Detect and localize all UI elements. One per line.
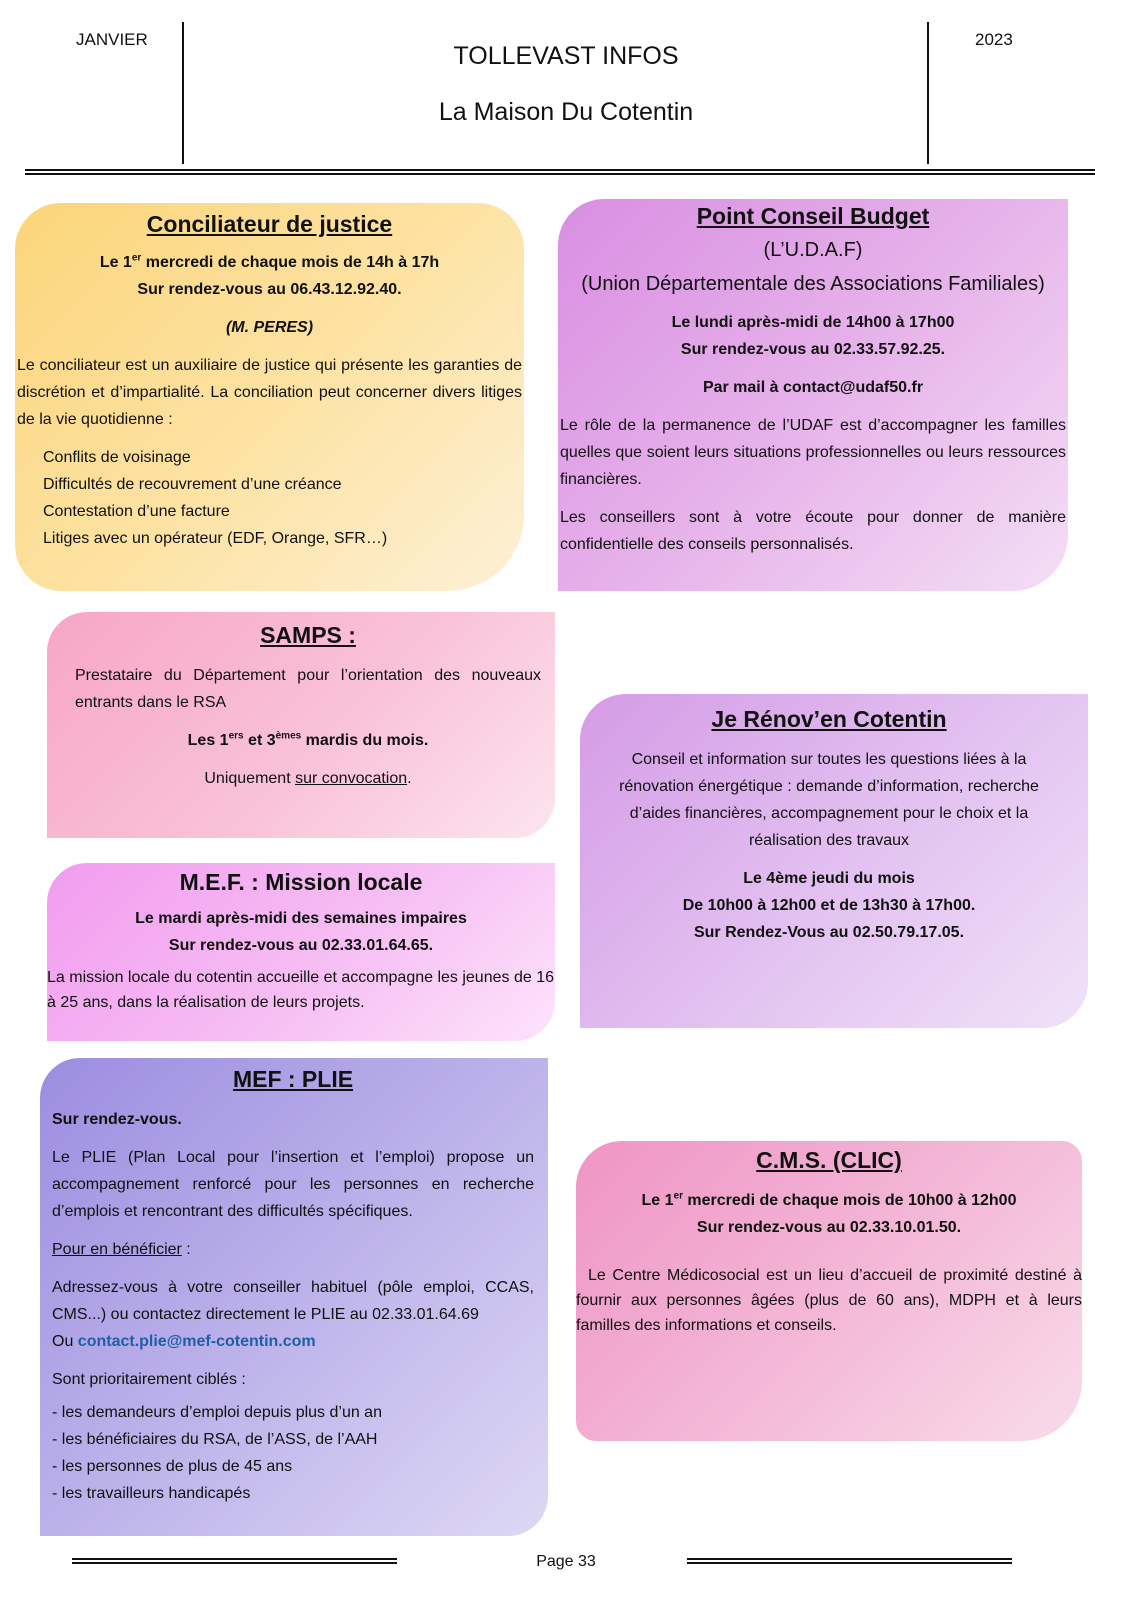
list-item: Conflits de voisinage [43, 449, 191, 466]
conciliateur-box [15, 203, 524, 591]
budget-rdv: Sur rendez-vous au 02.33.57.92.25. [680, 341, 946, 358]
conciliateur-list [17, 444, 522, 552]
plie-title: MEF : PLIE [232, 1066, 354, 1092]
header-month: JANVIER [76, 30, 148, 49]
mission-locale-description: La mission locale du cotentin accueille et accompagne les jeunes de 16 à 25 ans, dans la réalisation de leurs projets. [47, 969, 554, 1011]
cms-box [576, 1141, 1082, 1441]
mission-locale-title: M.E.F. : Mission locale [179, 869, 423, 895]
conciliateur-description: Le conciliateur est un auxiliaire de justice qui présente les garanties de discrétion et d’impartialité. La conciliation peut concerner divers litiges de la vie quotidienne : [17, 357, 522, 428]
cms-title: C.M.S. (CLIC) [756, 1147, 902, 1173]
page-title: TOLLEVAST INFOS [453, 42, 679, 70]
page-number: Page 33 [536, 1553, 596, 1570]
budget-mail: Par mail à contact@udaf50.fr [702, 379, 924, 396]
budget-box [558, 199, 1068, 591]
samps-title: SAMPS : [260, 622, 356, 648]
list-item: Litiges avec un opérateur (EDF, Orange, SFR…) [43, 530, 388, 547]
list-item: Contestation d’une facture [43, 503, 230, 520]
plie-description: Le PLIE (Plan Local pour l’insertion et l’emploi) propose un accompagnement renforcé pour les personnes en recherche d’emplois et rencontrant des difficultés spécifiques. [52, 1149, 534, 1220]
mission-locale-rdv: Sur rendez-vous au 02.33.01.64.65. [168, 937, 434, 954]
budget-org-full: (Union Départementale des Associations Familiales) [581, 273, 1045, 295]
mission-locale-schedule: Le mardi après-midi des semaines impaires [135, 910, 467, 927]
renov-day: Le 4ème jeudi du mois [743, 870, 915, 887]
renov-title: Je Rénov’en Cotentin [711, 706, 947, 732]
cms-rdv: Sur rendez-vous au 02.33.10.01.50. [696, 1219, 962, 1236]
header-rule [25, 169, 1095, 175]
plie-benefit-heading: Pour en bénéficier : [52, 1241, 191, 1258]
renov-hours: De 10h00 à 12h00 et de 13h30 à 17h00. [682, 897, 976, 914]
plie-rdv: Sur rendez-vous. [52, 1111, 182, 1128]
cms-description: Le Centre Médicosocial est un lieu d’accueil de proximité destiné à fournir aux personnes âgées (plus de 60 ans), MDPH et à leurs familles des informations et conseils. [576, 1267, 1082, 1334]
renov-box [580, 694, 1088, 1028]
plie-targets-heading: Sont prioritairement ciblés : [52, 1371, 246, 1388]
plie-email-link[interactable]: contact.plie@mef-cotentin.com [77, 1333, 316, 1350]
plie-targets-list [52, 1399, 534, 1507]
samps-schedule: Les 1ers et 3èmes mardis du mois. [187, 730, 429, 749]
page-subtitle: La Maison Du Cotentin [438, 98, 694, 126]
conciliateur-rdv: Sur rendez-vous au 06.43.12.92.40. [137, 281, 402, 298]
list-item: Difficultés de recouvrement d’une créance [43, 476, 342, 493]
samps-description: Prestataire du Département pour l’orientation des nouveaux entrants dans le RSA [75, 667, 541, 711]
plie-contact: Adressez-vous à votre conseiller habituel (pôle emploi, CCAS, CMS...) ou contactez directement le PLIE au 02.33.01.64.69 [52, 1279, 534, 1323]
footer-rule-right [687, 1558, 1012, 1564]
plie-email-line: Ou contact.plie@mef-cotentin.com [52, 1333, 316, 1350]
mission-locale-box [47, 863, 555, 1041]
renov-description: Conseil et information sur toutes les questions liées à la rénovation énergétique : demande d’information, recherche d’aides financières, accompagnement pour le choix et la réalisation des travaux [619, 751, 1039, 849]
budget-title: Point Conseil Budget [696, 203, 930, 229]
samps-box [47, 612, 555, 838]
renov-rdv: Sur Rendez-Vous au 02.50.79.17.05. [693, 924, 965, 941]
cms-schedule: Le 1er mercredi de chaque mois de 10h00 à 12h00 [641, 1190, 1017, 1209]
plie-box [40, 1058, 548, 1536]
conciliateur-title: Conciliateur de justice [146, 211, 393, 237]
conciliateur-schedule: Le 1er mercredi de chaque mois de 14h à 17h [99, 252, 440, 271]
list-item: - les demandeurs d’emploi depuis plus d’un an [52, 1404, 382, 1421]
budget-role: Le rôle de la permanence de l’UDAF est d’accompagner les familles quelles que soient leurs situations professionnelles ou leurs ressources financières. [560, 417, 1066, 488]
list-item: - les bénéficiaires du RSA, de l’ASS, de l’AAH [52, 1431, 378, 1448]
samps-convocation: Uniquement sur convocation. [204, 770, 412, 787]
list-item: - les travailleurs handicapés [52, 1485, 251, 1502]
budget-org: (L’U.D.A.F) [763, 239, 863, 261]
header-year: 2023 [975, 30, 1013, 49]
budget-schedule: Le lundi après-midi de 14h00 à 17h00 [671, 314, 955, 331]
budget-advisors: Les conseillers sont à votre écoute pour donner de manière confidentielle des conseils personnalisés. [560, 509, 1066, 553]
conciliateur-person: (M. PERES) [225, 319, 314, 336]
list-item: - les personnes de plus de 45 ans [52, 1458, 293, 1475]
